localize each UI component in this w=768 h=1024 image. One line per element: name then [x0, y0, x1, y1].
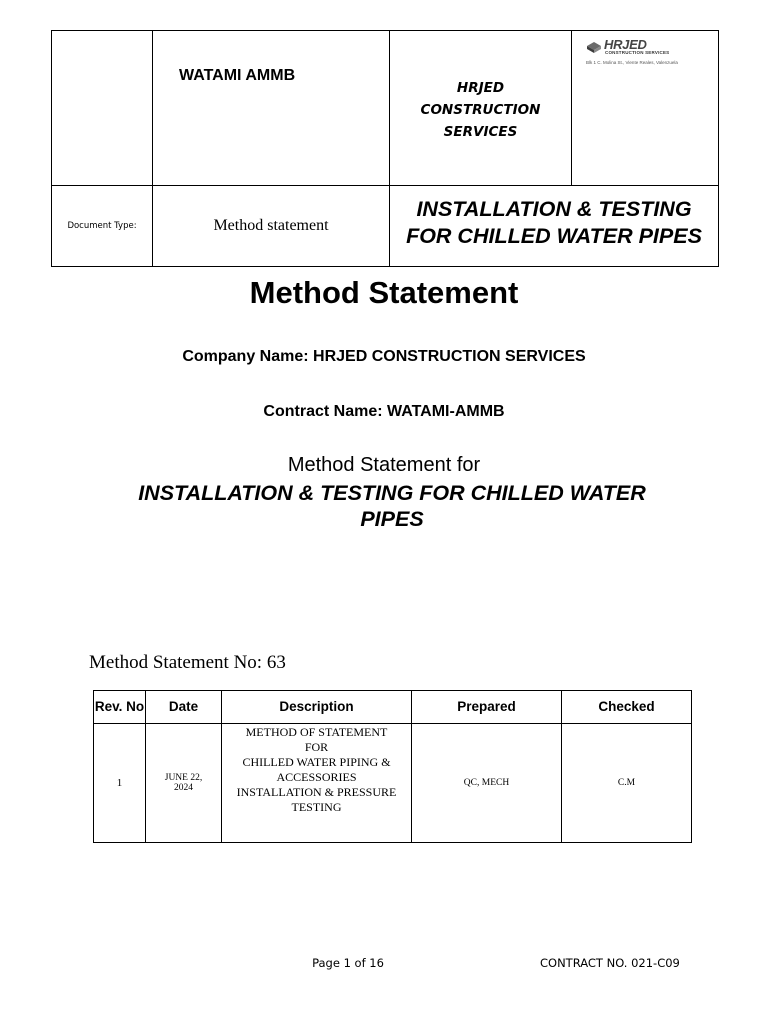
revision-table	[93, 690, 692, 843]
contract-number: CONTRACT NO. 021-C09	[540, 956, 680, 970]
checked-cell: C.M	[562, 724, 692, 843]
description-cell	[222, 724, 412, 843]
header-checked: Checked	[562, 691, 692, 724]
page-number: Page 1 of 16	[312, 956, 384, 970]
method-statement-title	[114, 480, 670, 532]
header-prepared: Prepared	[412, 691, 562, 724]
method-statement-number: Method Statement No: 63	[89, 652, 286, 673]
document-type-label: Document Type:	[52, 186, 153, 267]
company-name-line: HRJED	[456, 80, 505, 96]
document-title-line: INSTALLATION & TESTING	[416, 197, 692, 221]
contract-name-line: Contract Name: WATAMI-AMMB	[263, 403, 505, 420]
header-date: Date	[146, 691, 222, 724]
company-logo	[572, 31, 719, 186]
rev-no-cell: 1	[94, 724, 146, 843]
description-line: METHOD OF STATEMENT	[245, 725, 388, 739]
client-name: WATAMI AMMB	[153, 31, 390, 186]
document-title-line: FOR CHILLED WATER PIPES	[406, 224, 702, 248]
company-name-line: CONSTRUCTION	[420, 102, 541, 118]
header-description: Description	[222, 691, 412, 724]
table-row	[94, 724, 692, 843]
company-name-line: Company Name: HRJED CONSTRUCTION SERVICES	[182, 348, 586, 365]
prepared-cell: QC, MECH	[412, 724, 562, 843]
header-rev-no: Rev. No	[94, 691, 146, 724]
revision-table-header	[94, 691, 692, 724]
company-name	[390, 31, 572, 186]
method-statement-title-line: INSTALLATION & TESTING FOR CHILLED WATER	[138, 481, 646, 505]
header-blank-cell	[52, 31, 153, 186]
description-line: TESTING	[291, 800, 342, 814]
date-cell: JUNE 22, 2024	[146, 724, 222, 843]
page-title: Method Statement	[249, 275, 519, 310]
method-statement-title-line: PIPES	[360, 507, 424, 531]
company-name-line: SERVICES	[443, 124, 518, 140]
logo-wordmark: HRJED	[604, 37, 647, 52]
document-title	[390, 186, 719, 267]
description-line: FOR	[304, 740, 329, 754]
method-statement-for: Method Statement for	[287, 454, 481, 476]
logo-address: Blk 1 C. Molina St., Viente Reales, Valenzuela	[586, 60, 678, 65]
description-line: ACCESSORIES	[276, 770, 357, 784]
logo-subtitle: CONSTRUCTION SERVICES	[605, 50, 670, 55]
description-line: INSTALLATION & PRESSURE	[236, 785, 397, 799]
document-type-value: Method statement	[153, 186, 390, 267]
description-line: CHILLED WATER PIPING &	[242, 755, 391, 769]
stacked-boxes-logo-icon	[586, 40, 602, 54]
document-header-table	[51, 30, 719, 267]
